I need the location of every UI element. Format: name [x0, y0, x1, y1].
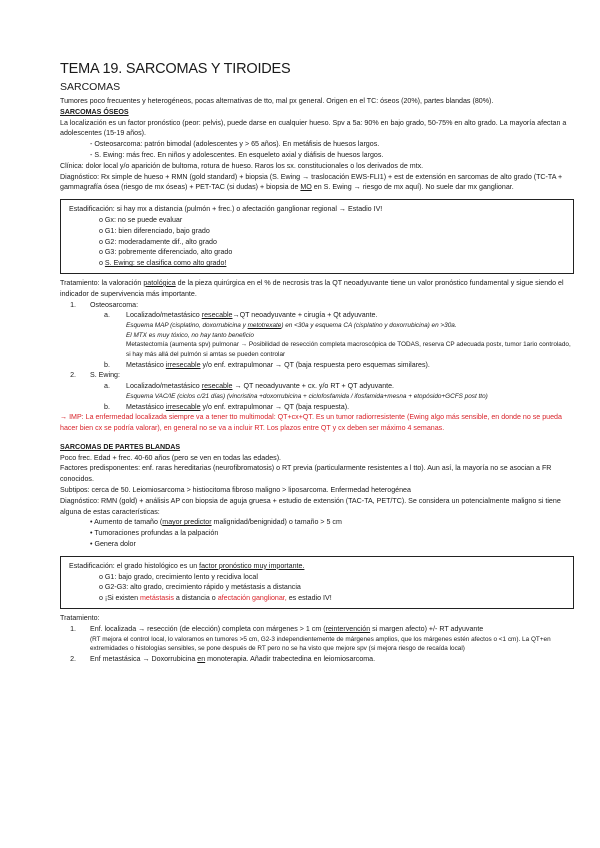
sub-text: [126, 310, 377, 321]
item-label: Osteosarcoma:: [90, 300, 139, 309]
text-u: factor pronóstico muy importante.: [199, 561, 305, 570]
text-b: y/o enf. extrapulmonar → QT (baja respuesta).: [200, 402, 350, 411]
text-u: resecable: [201, 311, 233, 320]
blandas-factores: Factores predisponentes: enf. raras hereditarias (neurofibromatosis) o RT previa (particularmente resistentes a l tto). Aun así, la mayoría no se asocian a FR conocidos.: [60, 464, 552, 484]
blandas-diagnostico: Diagnóstico: RMN (gold) + análisis AP con biopsia de aguja gruesa + estudio de extensión (TAC-TA, PET/TC). Se considera un potencialmente maligno si tiene alguna de estas características:: [60, 496, 561, 516]
numbered-item-ewing: [60, 370, 574, 381]
text-a: Metastectomía (aumenta spv) pulmonar: [126, 341, 239, 349]
map-scheme-note: [60, 321, 574, 331]
item-number: 2.: [70, 654, 76, 663]
diag-mo: MO: [300, 183, 312, 192]
tratamiento-heading: Tratamiento:: [60, 614, 100, 623]
blandas-edad: Poco frec. Edad + frec. 40-60 años (pero se ven en todas las edades).: [60, 453, 282, 462]
sub-letter: b.: [104, 360, 110, 369]
item-number: 1.: [70, 624, 76, 633]
text-u: irresecable: [165, 402, 201, 411]
item-number: 2.: [70, 371, 76, 380]
text-red-2: afectación ganglionar,: [217, 594, 287, 603]
sub-item-b: [60, 402, 574, 413]
text-b: malignidad/benignidad) o tamaño > 5 cm: [211, 518, 342, 527]
sub-item-b: [60, 360, 574, 371]
text-a: Localizado/metastásico: [126, 311, 202, 320]
grade-item: o G3: pobremente diferenciado, alto grado: [99, 248, 233, 257]
blandas-subtipos: Subtipos: cerca de 50. Leiomiosarcoma > histiocitoma fibroso maligno > liposarcoma. Enfermedad heterogénea: [60, 486, 411, 495]
mtx-note: El MTX es muy tóxico, no hay tanto beneficio: [126, 331, 254, 339]
text-b: →QT neoadyuvante + cirugía + Qt adyuvante.: [232, 311, 378, 320]
text-u: irresecable: [165, 360, 201, 369]
box-heading: [69, 561, 567, 572]
text-b: → Posibilidad de resección completa macroscópica de TODAS, reserva CP adecuada postx, tumor 1ario controlado, si hay más allá del pulmón si amtas se pueden controlar: [126, 341, 571, 358]
ewing-item: - S. Ewing: más frec. En niños y adolescentes. En esqueleto axial y diáfisis de huesos largos.: [90, 150, 384, 159]
text-b: y/o enf. extrapulmonar → QT (baja respuesta pero esquemas similares).: [200, 360, 430, 369]
text-a: Enf metastásica → Doxorrubicina: [90, 654, 198, 663]
text-b: monoterapia. Añadir trabectedina en leiomiosarcoma.: [205, 654, 376, 663]
numbered-item-osteosarcoma: [60, 300, 574, 311]
important-note: → IMP: La enfermedad localizada siempre va a tener tto multimodal: QT+cx+QT. Es un tumor radiorresistente (Ewing algo más sensible, en donde no se pueda hacer bien cx se podría valorar), en general no se va a incluir RT. Los plazos entre QT y cx deben ser máximo 4 semanas.: [60, 413, 562, 433]
text-a: Estadificación: el grado histológico es un: [69, 561, 200, 570]
trat-underline: patológica: [143, 278, 176, 287]
clinica-paragraph: Clínica: dolor local y/o aparición de bultoma, rotura de hueso. Raros los sx. constitucionales o los derivados de mtx.: [60, 161, 424, 170]
sub-letter: a.: [104, 311, 110, 320]
bullet-profundas: • Tumoraciones profundas a la palpación: [90, 529, 219, 538]
trat-text-b: de la pieza quirúrgica en el % de necrosis tras la QT neoadyuvante tiene un valor pronóstico fundamental y sigue siendo el indicador de supervivencia más importante.: [60, 278, 564, 298]
text-u: en: [197, 654, 206, 663]
sub-text: [126, 360, 430, 371]
numbered-item-metastasica: [60, 654, 574, 665]
text-a: o ¡Si existen: [99, 594, 141, 603]
bullet-tamano: [60, 517, 574, 528]
subsection-heading-blandas: SARCOMAS DE PARTES BLANDAS: [60, 442, 181, 451]
sub-item-a: [60, 381, 574, 392]
estadificacion-box-blandas: [60, 556, 574, 609]
text-a: Enf. localizada → resección (de elección) completa con márgenes > 1 cm (: [90, 624, 326, 633]
grade-list: [69, 572, 567, 604]
osteosarcoma-item: - Osteosarcoma: patrón bimodal (adolescentes y > 65 años). En metáfisis de huesos largos.: [90, 140, 380, 149]
text-b: a distancia o: [173, 594, 218, 603]
rt-adyuvante-note: (RT mejora el control local, lo valoramos en tumores >5 cm, G2-3 independientemente de márgenes amplios, que los márgenes estén afectos o <1 cm). La QT+en extremidades o histologías sensibles, se pone después de RT pero no se ha visto que mejore spv (si mejora riesgo de recaída local): [90, 635, 551, 653]
text-b: ) en <30a y esquema CA (cisplatino y doxorrubicina) en >30a.: [281, 322, 457, 330]
text-a: Metastásico: [126, 360, 166, 369]
oseos-paragraph: La localización es un factor pronóstico (peor: pelvis), puede darse en cualquier hueso. Spv a 5a: 90% en bajo grado, 50-75% en alto grado. La mayoría afectan a adolescentes (15-19 años).: [60, 118, 567, 138]
grade-item-stage-iv: [99, 593, 567, 604]
bullet-dolor: • Genera dolor: [90, 540, 136, 549]
subsection-heading-oseos: SARCOMAS ÓSEOS: [60, 107, 129, 116]
grade-item: o G2: moderadamente dif., alto grado: [99, 237, 217, 246]
estadificacion-box-oseos: [60, 199, 574, 274]
item-number: 1.: [70, 300, 76, 309]
item-text: [90, 654, 375, 665]
text-u: mayor predictor: [162, 518, 212, 527]
diag-text-a: Diagnóstico: Rx simple de hueso + RMN (gold standard) + biopsia (S. Ewing → traslocación EWS-FLI1) + est de extensión en sarcomas de alto grado (TC-TA + gammagrafía ósea (riesgo de mx óseas) + PET-TAC (si dudas) + biopsia de: [60, 172, 563, 192]
text-b: → QT neoadyuvante + cx. y/o RT + QT adyuvante.: [232, 382, 395, 391]
section-heading: SARCOMAS: [60, 81, 121, 93]
grade-item: o Gx: no se puede evaluar: [99, 215, 183, 224]
diag-text-b: en S. Ewing → riesgo de mx aquí). No suele dar mx ganglionar.: [311, 183, 514, 192]
trat-text-a: Tratamiento: la valoración: [60, 278, 144, 287]
sub-letter: a.: [104, 382, 110, 391]
grade-item: o G2-G3: alto grado, crecimiento rápido y metástasis a distancia: [99, 583, 301, 592]
text-a: Localizado/metastásico: [126, 382, 202, 391]
grade-bullet: o: [99, 259, 105, 268]
text-a: Metastásico: [126, 402, 166, 411]
grade-item-ewing: [99, 258, 567, 269]
text-a: • Aumento de tamaño (: [90, 518, 163, 527]
document-title: TEMA 19. SARCOMAS Y TIROIDES: [60, 61, 291, 77]
item-text: [90, 624, 483, 635]
grade-list: [69, 215, 567, 269]
grade-item: o G1: bien diferenciado, bajo grado: [99, 226, 210, 235]
sub-text: [126, 381, 394, 392]
text-u: reintervención: [325, 624, 371, 633]
text-u: metotrexate: [247, 322, 282, 330]
diagnostico-paragraph: [60, 172, 574, 194]
text-red-1: metástasis: [140, 594, 174, 603]
text-c: es estadio IV!: [286, 594, 332, 603]
item-label: S. Ewing:: [90, 371, 120, 380]
intro-paragraph: Tumores poco frecuentes y heterogéneos, pocas alternativas de tto, mal px general. Origen en el TC: óseos (20%), partes blandas (80%).: [60, 97, 494, 105]
text-b: si margen afecto) +/- RT adyuvante: [370, 624, 484, 633]
sub-letter: b.: [104, 402, 110, 411]
box-heading: Estadificación: si hay mx a distancia (pulmón + frec.) o afectación ganglionar regional → Estadio IV!: [69, 205, 383, 214]
text-a: Esquema MAP (cisplatino, doxorrubicina y: [126, 322, 248, 330]
sub-text: [126, 402, 349, 413]
text-u: resecable: [201, 382, 233, 391]
grade-item: o G1: bajo grado, crecimiento lento y recidiva local: [99, 572, 258, 581]
metastectomia-note: [60, 340, 574, 359]
numbered-item-localizada: [60, 624, 574, 635]
vac-scheme-note: Esquema VAC/IE (ciclos c/21 días) (vincristina +doxorrubicina + ciclofosfamida / ifosfamida+mesna + etopósido+GCFS post tto): [126, 392, 488, 400]
tratamiento-paragraph: [60, 278, 574, 300]
spacer: [60, 434, 574, 442]
sub-item-a: [60, 310, 574, 321]
ewing-grade-note: S. Ewing: se clasifica como alto grado!: [104, 259, 227, 268]
